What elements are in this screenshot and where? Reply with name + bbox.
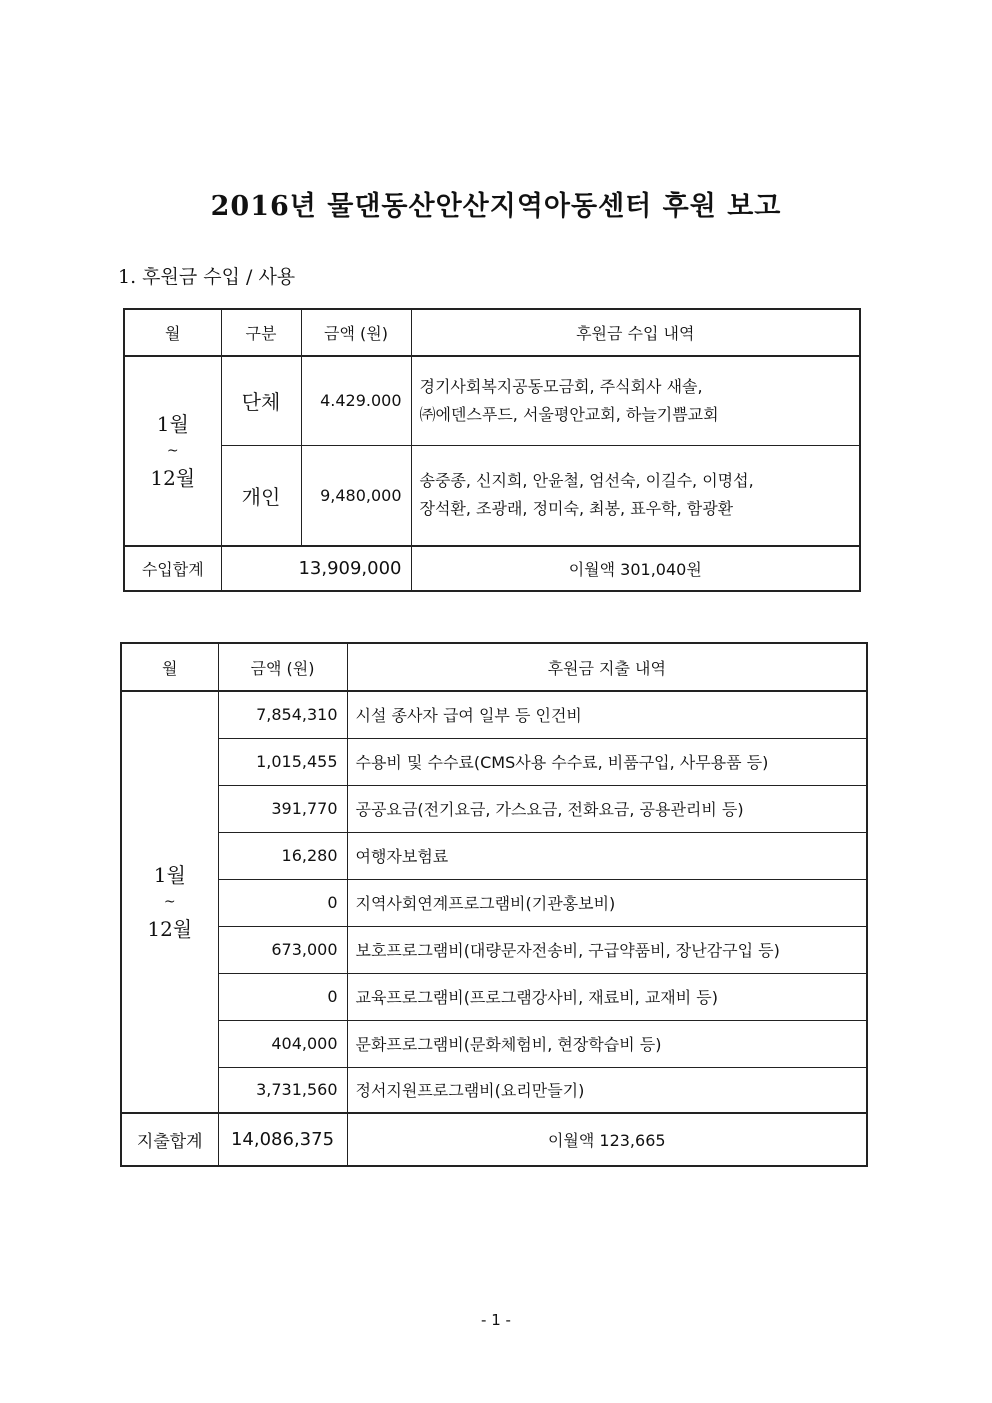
table-row xyxy=(124,356,860,445)
amount-cell: 4.429.000 xyxy=(301,356,411,445)
total-amount: 14,086,375 xyxy=(218,1113,347,1166)
month-from: 1월 xyxy=(156,412,189,436)
expense-total-row xyxy=(121,1113,867,1166)
detail-cell xyxy=(411,356,860,445)
amount-cell: 3,731,560 xyxy=(218,1067,347,1113)
total-label: 지출합계 xyxy=(121,1113,218,1166)
category-cell: 단체 xyxy=(221,356,301,445)
amount-cell: 16,280 xyxy=(218,832,347,879)
detail-cell: 문화프로그램비(문화체험비, 현장학습비 등) xyxy=(347,1020,867,1067)
total-label: 수입합계 xyxy=(124,546,221,591)
month-to: 12월 xyxy=(147,917,193,941)
detail-line: ㈜에덴스푸드, 서울평안교회, 하늘기쁨교회 xyxy=(419,404,719,424)
month-to: 12월 xyxy=(150,466,196,490)
detail-line: 경기사회복지공동모금회, 주식회사 새솔, xyxy=(419,376,703,396)
month-tilde: ~ xyxy=(163,894,176,910)
header-income-detail: 후원금 수입 내역 xyxy=(411,309,860,356)
total-amount: 13,909,000 xyxy=(221,546,411,591)
detail-line: 송중종, 신지희, 안윤철, 엄선숙, 이길수, 이명섭, xyxy=(419,471,754,491)
detail-cell: 교육프로그램비(프로그램강사비, 재료비, 교재비 등) xyxy=(347,973,867,1020)
header-amount: 금액 (원) xyxy=(218,643,347,691)
detail-cell: 시설 종사자 급여 일부 등 인건비 xyxy=(347,691,867,738)
month-range xyxy=(121,691,218,1113)
header-month: 월 xyxy=(124,309,221,356)
amount-cell: 391,770 xyxy=(218,785,347,832)
table-row xyxy=(121,926,867,973)
detail-cell: 공공요금(전기요금, 가스요금, 전화요금, 공용관리비 등) xyxy=(347,785,867,832)
amount-cell: 9,480,000 xyxy=(301,445,411,546)
table-row xyxy=(121,691,867,738)
month-range xyxy=(124,356,221,546)
document-title: 2016년 물댄동산안산지역아동센터 후원 보고 xyxy=(210,191,782,222)
category-cell: 개인 xyxy=(221,445,301,546)
expense-table xyxy=(120,642,868,1167)
amount-cell: 1,015,455 xyxy=(218,738,347,785)
detail-cell: 보호프로그램비(대량문자전송비, 구급약품비, 장난감구입 등) xyxy=(347,926,867,973)
table-row xyxy=(121,832,867,879)
carryover: 이월액 123,665 xyxy=(347,1113,867,1166)
income-table xyxy=(123,308,861,592)
month-tilde: ~ xyxy=(166,443,179,459)
expense-header-row xyxy=(121,643,867,691)
income-header-row xyxy=(124,309,860,356)
carryover: 이월액 301,040원 xyxy=(411,546,860,591)
amount-cell: 7,854,310 xyxy=(218,691,347,738)
header-month: 월 xyxy=(121,643,218,691)
amount-cell: 0 xyxy=(218,973,347,1020)
detail-cell: 여행자보험료 xyxy=(347,832,867,879)
section-heading: 1. 후원금 수입 / 사용 xyxy=(118,266,296,288)
table-row xyxy=(121,738,867,785)
header-expense-detail: 후원금 지출 내역 xyxy=(347,643,867,691)
amount-cell: 0 xyxy=(218,879,347,926)
table-row xyxy=(121,785,867,832)
income-total-row xyxy=(124,546,860,591)
detail-cell: 정서지원프로그램비(요리만들기) xyxy=(347,1067,867,1113)
table-row xyxy=(124,445,860,546)
page-number: - 1 - xyxy=(481,1311,511,1329)
table-row xyxy=(121,1020,867,1067)
table-row xyxy=(121,1067,867,1113)
detail-cell: 지역사회연계프로그램비(기관홍보비) xyxy=(347,879,867,926)
table-row xyxy=(121,879,867,926)
detail-line: 장석환, 조광래, 정미숙, 최봉, 표우학, 함광환 xyxy=(419,499,734,519)
header-amount: 금액 (원) xyxy=(301,309,411,356)
amount-cell: 673,000 xyxy=(218,926,347,973)
amount-cell: 404,000 xyxy=(218,1020,347,1067)
header-category: 구분 xyxy=(221,309,301,356)
detail-cell xyxy=(411,445,860,546)
table-row xyxy=(121,973,867,1020)
detail-cell: 수용비 및 수수료(CMS사용 수수료, 비품구입, 사무용품 등) xyxy=(347,738,867,785)
month-from: 1월 xyxy=(153,863,186,887)
